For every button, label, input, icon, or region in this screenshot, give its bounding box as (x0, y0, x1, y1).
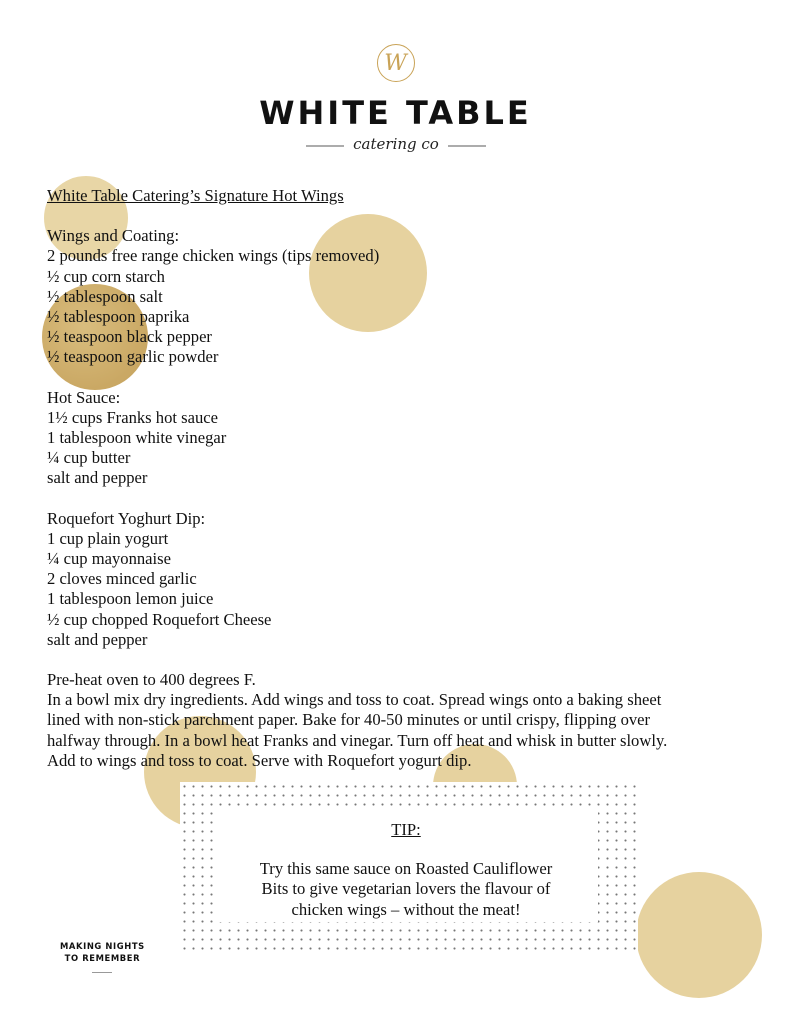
ingredient-item: ½ teaspoon garlic powder (47, 347, 219, 367)
gold-circle-bottom-right (636, 872, 762, 998)
footer-tagline (60, 940, 145, 973)
ingredient-item: ½ teaspoon black pepper (47, 327, 212, 347)
tagline-line1: MAKING NIGHTS (60, 941, 145, 951)
tip-line: chicken wings – without the meat! (291, 899, 521, 919)
brand-logo (0, 44, 791, 158)
method-line: lined with non-stick parchment paper. Bake for 40-50 minutes or until crispy, flipping over (47, 710, 651, 730)
tagline-line2: TO REMEMBER (64, 953, 141, 963)
recipe-content (47, 186, 747, 771)
tip-label: TIP: (391, 820, 421, 839)
section-heading: Wings and Coating: (47, 226, 180, 246)
ingredient-item: salt and pepper (47, 629, 148, 649)
brand-sub-text: catering co (352, 135, 439, 153)
ingredient-item: ¼ cup butter (47, 448, 131, 468)
tip-line: Bits to give vegetarian lovers the flavour of (261, 879, 551, 899)
ingredient-item: ½ cup corn starch (47, 266, 165, 286)
brand-sub (0, 132, 791, 158)
ingredient-item: 1 tablespoon white vinegar (47, 428, 227, 448)
section-dip (47, 509, 747, 650)
method-line: In a bowl mix dry ingredients. Add wings and toss to coat. Spread wings onto a baking sheet (47, 690, 662, 710)
section-heading: Hot Sauce: (47, 387, 121, 407)
ingredient-item: ¼ cup mayonnaise (47, 549, 171, 569)
ingredient-item: salt and pepper (47, 468, 148, 488)
section-heading: Roquefort Yoghurt Dip: (47, 508, 206, 528)
method-preheat: Pre-heat oven to 400 degrees F. (47, 670, 256, 690)
method-section (47, 670, 747, 771)
monogram-icon: W (377, 44, 415, 82)
ingredient-item: ½ tablespoon salt (47, 286, 163, 306)
tip-line: Try this same sauce on Roasted Cauliflower (259, 859, 553, 879)
ingredient-item: 2 cloves minced garlic (47, 569, 197, 589)
section-wings (47, 226, 747, 367)
ingredient-item: ½ tablespoon paprika (47, 307, 190, 327)
brand-name: WHITE TABLE (259, 94, 532, 132)
ingredient-item: 1 cup plain yogurt (47, 528, 169, 548)
ingredient-item: 2 pounds free range chicken wings (tips removed) (47, 246, 380, 266)
ingredient-item: 1½ cups Franks hot sauce (47, 407, 218, 427)
recipe-title: White Table Catering’s Signature Hot Wings (47, 186, 344, 205)
tagline-divider (92, 972, 112, 973)
brand-sub-script (306, 132, 486, 158)
ingredient-item: ½ cup chopped Roquefort Cheese (47, 609, 272, 629)
section-hot-sauce (47, 388, 747, 489)
method-line: halfway through. In a bowl heat Franks and vinegar. Turn off heat and whisk in butter slowly. (47, 730, 668, 750)
tip-inner (214, 812, 598, 922)
method-line: Add to wings and toss to coat. Serve with Roquefort yogurt dip. (47, 750, 472, 770)
tip-box (180, 782, 638, 952)
ingredient-item: 1 tablespoon lemon juice (47, 589, 214, 609)
